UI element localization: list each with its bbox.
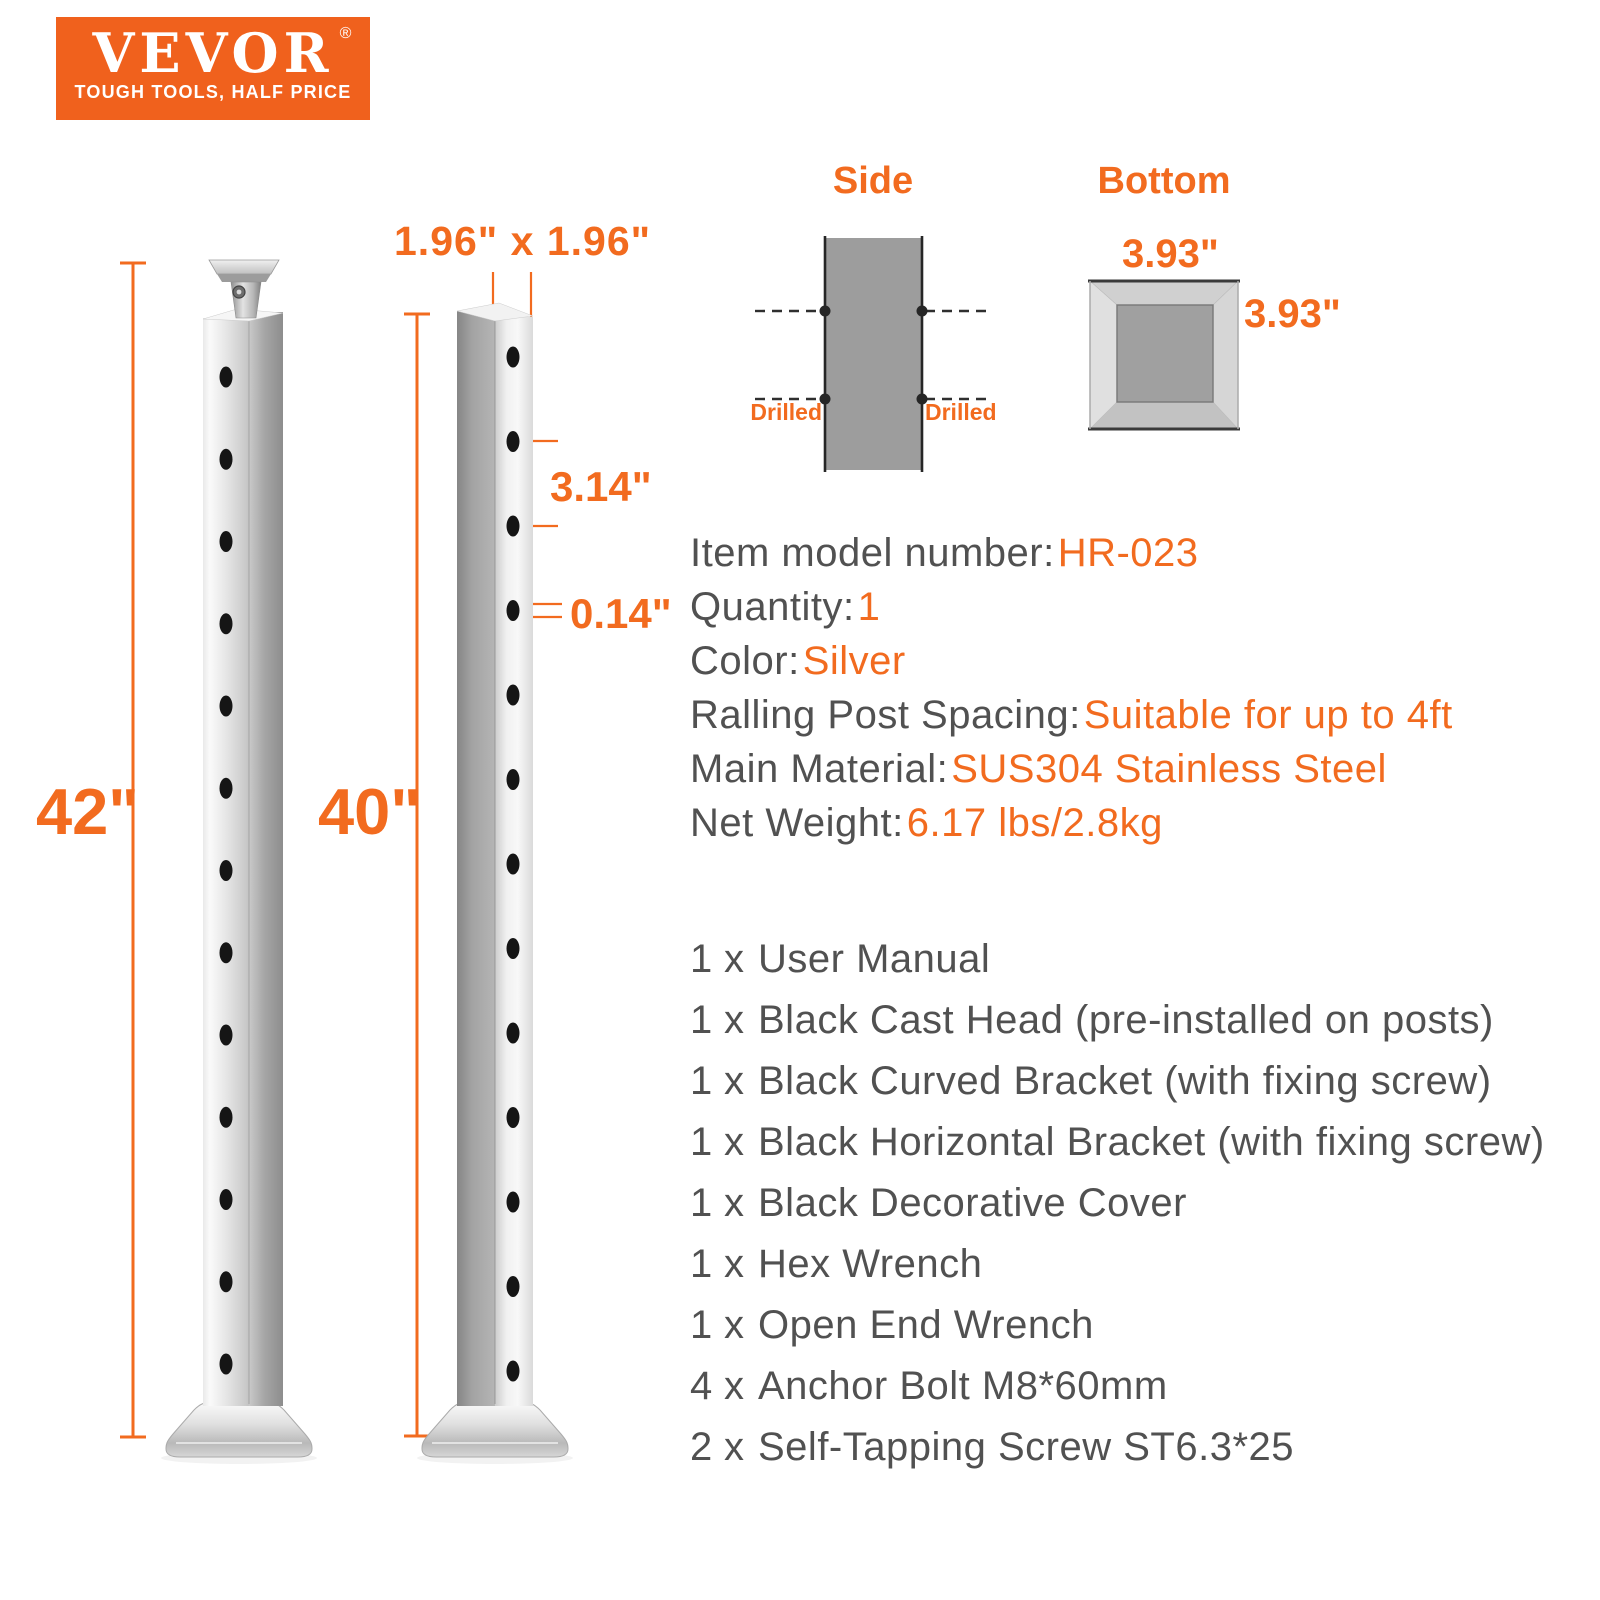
package-item-separator: x xyxy=(724,937,745,981)
hole-height-label: 0.14" xyxy=(570,590,672,637)
spec-row xyxy=(690,634,1453,688)
package-item-name: Open End Wrench xyxy=(758,1303,1094,1347)
package-item-name: Black Horizontal Bracket (with fixing screw) xyxy=(758,1120,1545,1164)
logo-tagline: TOUGH TOOLS, HALF PRICE xyxy=(74,82,352,102)
package-item-name: Black Cast Head (pre-installed on posts) xyxy=(758,998,1494,1042)
package-item-separator: x xyxy=(724,1120,745,1164)
cast-head-plate xyxy=(209,260,279,274)
package-item xyxy=(690,1051,1545,1112)
package-item-quantity: 4 xyxy=(690,1364,713,1408)
drill-point xyxy=(820,306,831,317)
left-post-base-plate xyxy=(166,1402,312,1457)
bottom-view-title: Bottom xyxy=(1097,160,1231,202)
cable-hole xyxy=(507,600,520,621)
spec-value: 6.17 lbs/2.8kg xyxy=(906,801,1163,845)
post-cross-section-square xyxy=(1117,305,1213,402)
cable-hole xyxy=(220,1189,233,1210)
package-item-name: User Manual xyxy=(758,937,991,981)
cross-section-label: 1.96" x 1.96" xyxy=(394,218,652,264)
drilled-label-left: Drilled xyxy=(750,399,822,425)
package-item-separator: x xyxy=(724,1425,745,1469)
spec-list xyxy=(690,526,1453,850)
cable-hole xyxy=(507,938,520,959)
cable-hole xyxy=(220,1025,233,1046)
cable-hole xyxy=(507,1276,520,1297)
cable-hole xyxy=(220,449,233,470)
package-item xyxy=(690,990,1545,1051)
spec-value: Suitable for up to 4ft xyxy=(1083,693,1453,737)
cable-hole xyxy=(507,854,520,875)
package-item-quantity: 1 xyxy=(690,1303,713,1347)
package-item-name: Black Decorative Cover xyxy=(758,1181,1187,1225)
cable-hole xyxy=(220,942,233,963)
cable-hole xyxy=(220,531,233,552)
right-post-side-face xyxy=(457,311,495,1406)
base-depth-label: 3.93" xyxy=(1244,292,1341,336)
cable-hole xyxy=(507,1192,520,1213)
cable-hole xyxy=(220,778,233,799)
left-post-height-label: 42" xyxy=(36,775,140,848)
package-item-separator: x xyxy=(724,1364,745,1408)
cable-hole xyxy=(220,696,233,717)
logo-brand-row xyxy=(92,21,352,85)
bottom-view-diagram xyxy=(1088,281,1240,429)
package-item xyxy=(690,1173,1545,1234)
cable-hole xyxy=(220,367,233,388)
cable-hole xyxy=(220,860,233,881)
package-item-quantity: 1 xyxy=(690,937,713,981)
package-item-separator: x xyxy=(724,1242,745,1286)
package-item xyxy=(690,1112,1545,1173)
package-item-separator: x xyxy=(724,998,745,1042)
package-item-separator: x xyxy=(724,1059,745,1103)
package-item-quantity: 1 xyxy=(690,1181,713,1225)
package-item-quantity: 1 xyxy=(690,1120,713,1164)
right-height-dimension-line xyxy=(404,314,430,1436)
spec-row xyxy=(690,742,1453,796)
cable-hole xyxy=(507,1023,520,1044)
spec-row xyxy=(690,688,1453,742)
spec-label: Item model number: xyxy=(690,531,1055,575)
side-view-diagram xyxy=(755,236,992,472)
vevor-logo xyxy=(56,17,370,120)
spec-value: SUS304 Stainless Steel xyxy=(951,747,1387,791)
package-item-separator: x xyxy=(724,1303,745,1347)
cable-hole xyxy=(507,347,520,368)
registered-trademark-icon: ® xyxy=(339,25,352,42)
spec-label: Ralling Post Spacing: xyxy=(690,693,1081,737)
package-item-name: Black Curved Bracket (with fixing screw) xyxy=(758,1059,1492,1103)
package-item xyxy=(690,1356,1545,1417)
package-item xyxy=(690,1417,1545,1478)
spec-label: Quantity: xyxy=(690,585,855,629)
hole-spacing-label: 3.14" xyxy=(550,463,652,510)
cast-head-plate-underside xyxy=(217,274,271,282)
package-item-name: Anchor Bolt M8*60mm xyxy=(758,1364,1168,1408)
package-item-name: Self-Tapping Screw ST6.3*25 xyxy=(758,1425,1294,1469)
spec-value: HR-023 xyxy=(1057,531,1199,575)
drill-point xyxy=(917,306,928,317)
spec-row xyxy=(690,796,1453,850)
spec-row xyxy=(690,526,1453,580)
cast-head xyxy=(209,260,279,318)
cable-hole xyxy=(507,685,520,706)
package-item xyxy=(690,1295,1545,1356)
package-item-name: Hex Wrench xyxy=(758,1242,983,1286)
left-height-dimension-line xyxy=(120,263,146,1437)
package-item xyxy=(690,929,1545,990)
base-width-label: 3.93" xyxy=(1122,232,1219,276)
spec-value: Silver xyxy=(802,639,906,683)
package-item-quantity: 1 xyxy=(690,998,713,1042)
spec-value: 1 xyxy=(857,585,881,629)
cable-hole xyxy=(220,1107,233,1128)
package-list xyxy=(690,929,1545,1478)
cable-hole xyxy=(507,1361,520,1382)
cable-hole xyxy=(220,1354,233,1375)
spec-row xyxy=(690,580,1453,634)
package-item-separator: x xyxy=(724,1181,745,1225)
package-item-quantity: 1 xyxy=(690,1059,713,1103)
cable-hole xyxy=(220,613,233,634)
cable-hole xyxy=(507,1107,520,1128)
right-post-base-plate xyxy=(422,1402,568,1457)
spec-label: Color: xyxy=(690,639,800,683)
spec-label: Main Material: xyxy=(690,747,949,791)
cast-head-pivot-bolt-center xyxy=(237,290,242,295)
spec-label: Net Weight: xyxy=(690,801,904,845)
package-item-quantity: 2 xyxy=(690,1425,713,1469)
cable-hole xyxy=(507,769,520,790)
package-item xyxy=(690,1234,1545,1295)
side-view-title: Side xyxy=(832,160,914,202)
drilled-label-right: Drilled xyxy=(925,399,997,425)
logo-brand-text: VEVOR xyxy=(92,21,334,85)
right-post-height-label: 40" xyxy=(318,775,422,848)
package-item-quantity: 1 xyxy=(690,1242,713,1286)
cable-hole xyxy=(507,431,520,452)
cable-hole xyxy=(220,1271,233,1292)
side-view-post-body xyxy=(825,238,922,470)
left-post-side-face xyxy=(249,312,283,1406)
cable-hole xyxy=(507,516,520,537)
left-post xyxy=(161,260,317,1464)
